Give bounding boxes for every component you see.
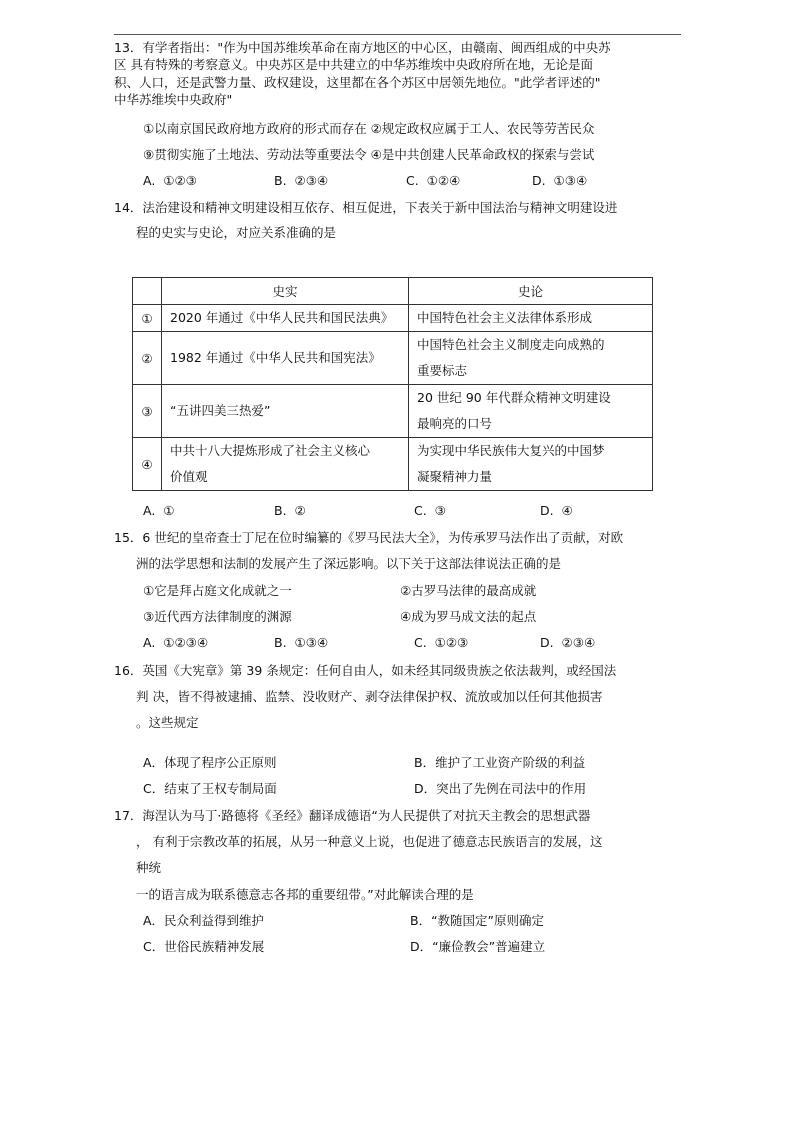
q13-choice-c[interactable]: C. ①②④ bbox=[406, 173, 461, 188]
q13-options-line-1: ①以南京国民政府地方政府的形式而存在 ②规定政权应属于工人、农民等劳苦民众 bbox=[143, 121, 595, 136]
q15-option-1: ①它是拜占庭文化成就之一 bbox=[143, 583, 292, 598]
q13-choice-a[interactable]: A. ①②③ bbox=[143, 173, 197, 188]
table-cell-view: 中国特色社会主义法律体系形成 bbox=[409, 305, 653, 332]
table-row bbox=[133, 438, 653, 491]
q14-stem-line-1: 14．法治建设和精神文明建设相互依存、相互促进，下表关于新中国法治与精神文明建设进 bbox=[114, 200, 618, 215]
table-header-fact: 史实 bbox=[162, 278, 409, 305]
q17-choice-b[interactable]: B．“教随国定”原则确定 bbox=[410, 913, 545, 928]
q16-choice-d[interactable]: D．突出了先例在司法中的作用 bbox=[414, 781, 587, 796]
q17-stem-line-4: 一的语言成为联系德意志各邦的重要纽带。”对此解读合理的是 bbox=[136, 887, 474, 902]
table-cell-fact: 1982 年通过《中华人民共和国宪法》 bbox=[162, 332, 409, 385]
q17-choice-c[interactable]: C．世俗民族精神发展 bbox=[143, 939, 265, 954]
q13-choice-b[interactable]: B. ②③④ bbox=[274, 173, 329, 188]
q14-choice-c[interactable]: C. ③ bbox=[414, 503, 446, 518]
table-row bbox=[133, 332, 653, 385]
q17-stem-line-2: ， 有利于宗教改革的拓展，从另一种意义上说，也促进了德意志民族语言的发展，这 bbox=[136, 834, 603, 849]
q15-option-2: ②古罗马法律的最高成就 bbox=[400, 583, 537, 598]
q17-choice-d[interactable]: D．“廉俭教会”普遍建立 bbox=[410, 939, 546, 954]
table-row bbox=[133, 385, 653, 438]
q16-stem-line-3: 。这些规定 bbox=[136, 715, 199, 730]
table-cell-fact: 中共十八大提炼形成了社会主义核心 价值观 bbox=[162, 438, 409, 491]
q13-stem-line-1: 13．有学者指出："作为中国苏维埃革命在南方地区的中心区，由赣南、闽西组成的中央苏 bbox=[114, 40, 611, 55]
q16-stem-line-1: 16．英国《大宪章》第 39 条规定：任何自由人，如未经其同级贵族之依法裁判，或经国法 bbox=[114, 663, 617, 678]
table-row-num: ③ bbox=[133, 385, 162, 438]
table-row-num: ② bbox=[133, 332, 162, 385]
q13-stem-line-4: 中华苏维埃中央政府" bbox=[114, 92, 233, 107]
q13-choice-d[interactable]: D. ①③④ bbox=[532, 173, 588, 188]
table-cell-view: 中国特色社会主义制度走向成熟的 重要标志 bbox=[409, 332, 653, 385]
q15-option-4: ④成为罗马成文法的起点 bbox=[400, 609, 537, 624]
q15-choice-a[interactable]: A. ①②③④ bbox=[143, 635, 209, 650]
q16-choice-c[interactable]: C．结束了王权专制局面 bbox=[143, 781, 277, 796]
q14-choice-d[interactable]: D. ④ bbox=[540, 503, 573, 518]
table-cell-view: 为实现中华民族伟大复兴的中国梦 凝聚精神力量 bbox=[409, 438, 653, 491]
q16-stem-line-2: 判 决，皆不得被逮捕、监禁、没收财产、剥夺法律保护权、流放或加以任何其他损害 bbox=[136, 689, 603, 704]
table-cell-view: 20 世纪 90 年代群众精神文明建设 最响亮的口号 bbox=[409, 385, 653, 438]
table-header-row bbox=[133, 278, 653, 305]
q17-choice-a[interactable]: A．民众利益得到维护 bbox=[143, 913, 265, 928]
q17-stem-line-3: 种统 bbox=[136, 860, 162, 875]
q13-options-line-2: ⑨贯彻实施了土地法、劳动法等重要法令 ④是中共创建人民革命政权的探索与尝试 bbox=[143, 147, 595, 162]
q16-choice-b[interactable]: B．维护了工业资产阶级的利益 bbox=[414, 755, 586, 770]
q16-choice-a[interactable]: A．体现了程序公正原则 bbox=[143, 755, 277, 770]
table-header-num bbox=[133, 278, 162, 305]
table-cell-fact: 2020 年通过《中华人民共和国民法典》 bbox=[162, 305, 409, 332]
top-rule bbox=[114, 34, 681, 35]
table-row-num: ① bbox=[133, 305, 162, 332]
q13-stem-line-3: 积、人口，还是武警力量、政权建设，这里都在各个苏区中居领先地位。"此学者评述的" bbox=[114, 75, 601, 90]
q15-choice-c[interactable]: C. ①②③ bbox=[414, 635, 469, 650]
q15-stem-line-1: 15．6 世纪的皇帝查士丁尼在位时编纂的《罗马民法大全》，为传承罗马法作出了贡献，对欧 bbox=[114, 530, 624, 545]
q17-stem-line-1: 17．海涅认为马丁·路德将《圣经》翻译成德语“为人民提供了对抗天主教会的思想武器 bbox=[114, 808, 591, 823]
q14-table bbox=[132, 277, 653, 491]
q15-option-3: ③近代西方法律制度的渊源 bbox=[143, 609, 292, 624]
q15-choice-b[interactable]: B. ①③④ bbox=[274, 635, 329, 650]
q13-stem-line-2: 区 具有特殊的考察意义。中央苏区是中共建立的中华苏维埃中央政府所在地，无论是面 bbox=[114, 57, 593, 72]
q14-choice-a[interactable]: A. ① bbox=[143, 503, 175, 518]
table-row bbox=[133, 305, 653, 332]
table-cell-fact: “五讲四美三热爱” bbox=[162, 385, 409, 438]
q15-choice-d[interactable]: D. ②③④ bbox=[540, 635, 596, 650]
table-row-num: ④ bbox=[133, 438, 162, 491]
q15-stem-line-2: 洲的法学思想和法制的发展产生了深远影响。以下关于这部法律说法正确的是 bbox=[136, 556, 562, 571]
table-header-view: 史论 bbox=[409, 278, 653, 305]
q14-stem-line-2: 程的史实与史论，对应关系准确的是 bbox=[136, 225, 337, 240]
q14-choice-b[interactable]: B. ② bbox=[274, 503, 306, 518]
